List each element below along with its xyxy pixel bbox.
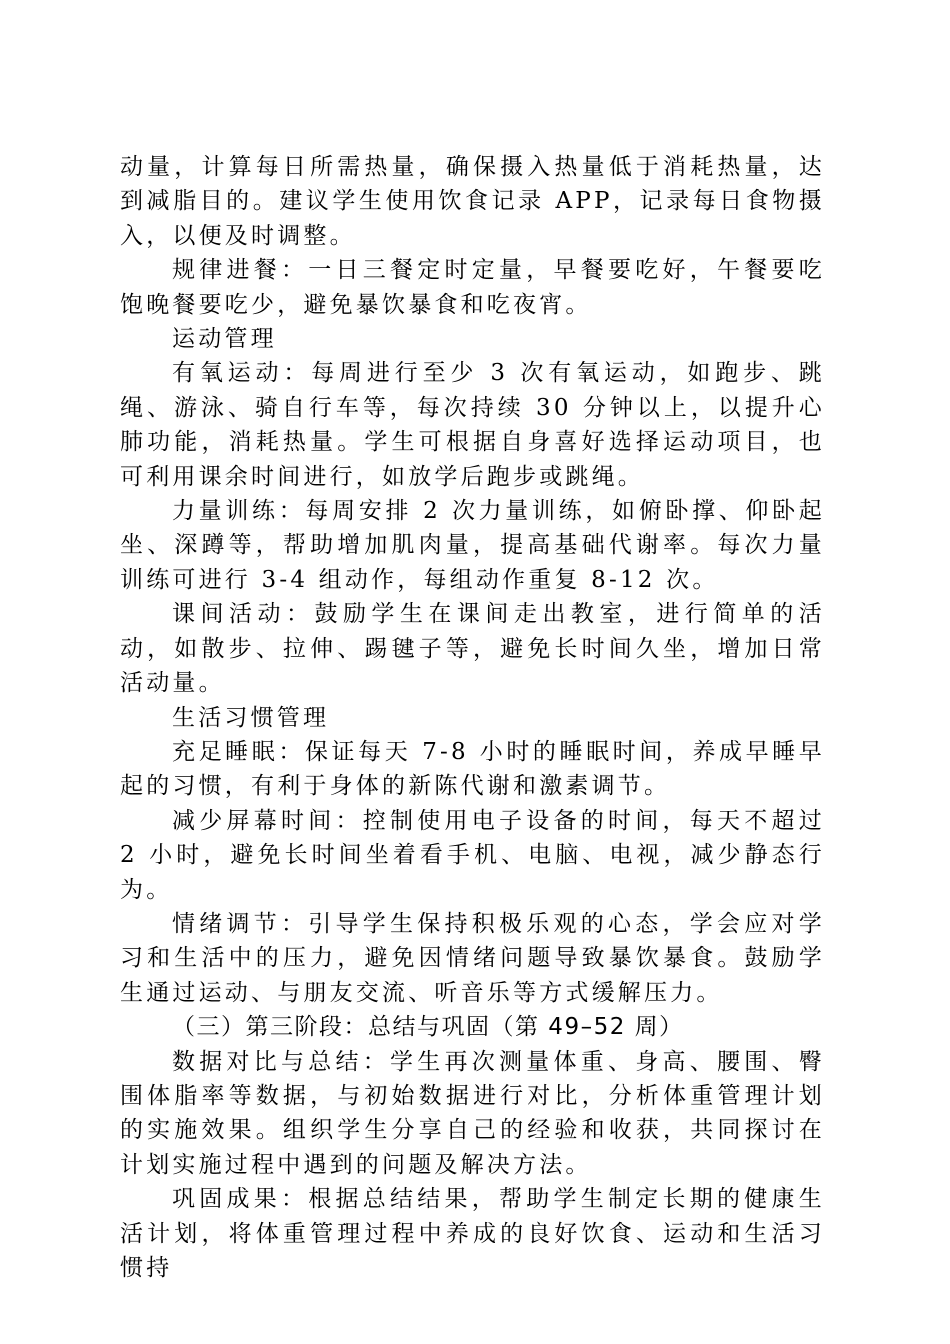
paragraph-aerobic-exercise: 有氧运动：每周进行至少 3 次有氧运动，如跑步、跳绳、游泳、骑自行车等，每次持续 30 分钟以上，以提升心肺功能，消耗热量。学生可根据自身喜好选择运动项目，也可利用课余时间进行，如放学后跑步或跳绳。 xyxy=(120,360,825,490)
heading-stage-three: （三）第三阶段：总结与巩固（第 49–52 周） xyxy=(172,1014,684,1041)
paragraph-consolidate-results: 巩固成果：根据总结结果，帮助学生制定长期的健康生活计划，将体重管理过程中养成的良好饮食、运动和生活习惯持 xyxy=(120,1186,825,1281)
paragraph-strength-training: 力量训练：每周安排 2 次力量训练，如俯卧撑、仰卧起坐、深蹲等，帮助增加肌肉量，提高基础代谢率。每次力量训练可进行 3-4 组动作，每组动作重复 8-12 次。 xyxy=(120,498,825,593)
paragraph-diet-calorie-continuation: 动量，计算每日所需热量，确保摄入热量低于消耗热量，达到减脂目的。建议学生使用饮食记录 APP，记录每日食物摄入，以便及时调整。 xyxy=(120,154,825,249)
paragraph-sufficient-sleep: 充足睡眠：保证每天 7-8 小时的睡眠时间，养成早睡早起的习惯，有利于身体的新陈代谢和激素调节。 xyxy=(120,738,825,800)
heading-lifestyle-management: 生活习惯管理 xyxy=(172,704,330,731)
paragraph-data-comparison: 数据对比与总结：学生再次测量体重、身高、腰围、臀围体脂率等数据，与初始数据进行对比，分析体重管理计划的实施效果。组织学生分享自己的经验和收获，共同探讨在计划实施过程中遇到的问题及解决方法。 xyxy=(120,1048,825,1178)
document-body xyxy=(120,150,825,1285)
paragraph-break-activities: 课间活动：鼓励学生在课间走出教室，进行简单的活动，如散步、拉伸、踢毽子等，避免长时间久坐，增加日常活动量。 xyxy=(120,601,825,697)
paragraph-regular-meals: 规律进餐：一日三餐定时定量，早餐要吃好，午餐要吃饱晚餐要吃少，避免暴饮暴食和吃夜宵。 xyxy=(120,257,825,318)
heading-exercise-management: 运动管理 xyxy=(172,326,277,353)
paragraph-screen-time: 减少屏幕时间：控制使用电子设备的时间，每天不超过 2 小时，避免长时间坐着看手机、电脑、电视，减少静态行为。 xyxy=(120,807,825,903)
paragraph-emotion-regulation: 情绪调节：引导学生保持积极乐观的心态，学会应对学习和生活中的压力，避免因情绪问题导致暴饮暴食。鼓励学生通过运动、与朋友交流、听音乐等方式缓解压力。 xyxy=(120,910,825,1006)
